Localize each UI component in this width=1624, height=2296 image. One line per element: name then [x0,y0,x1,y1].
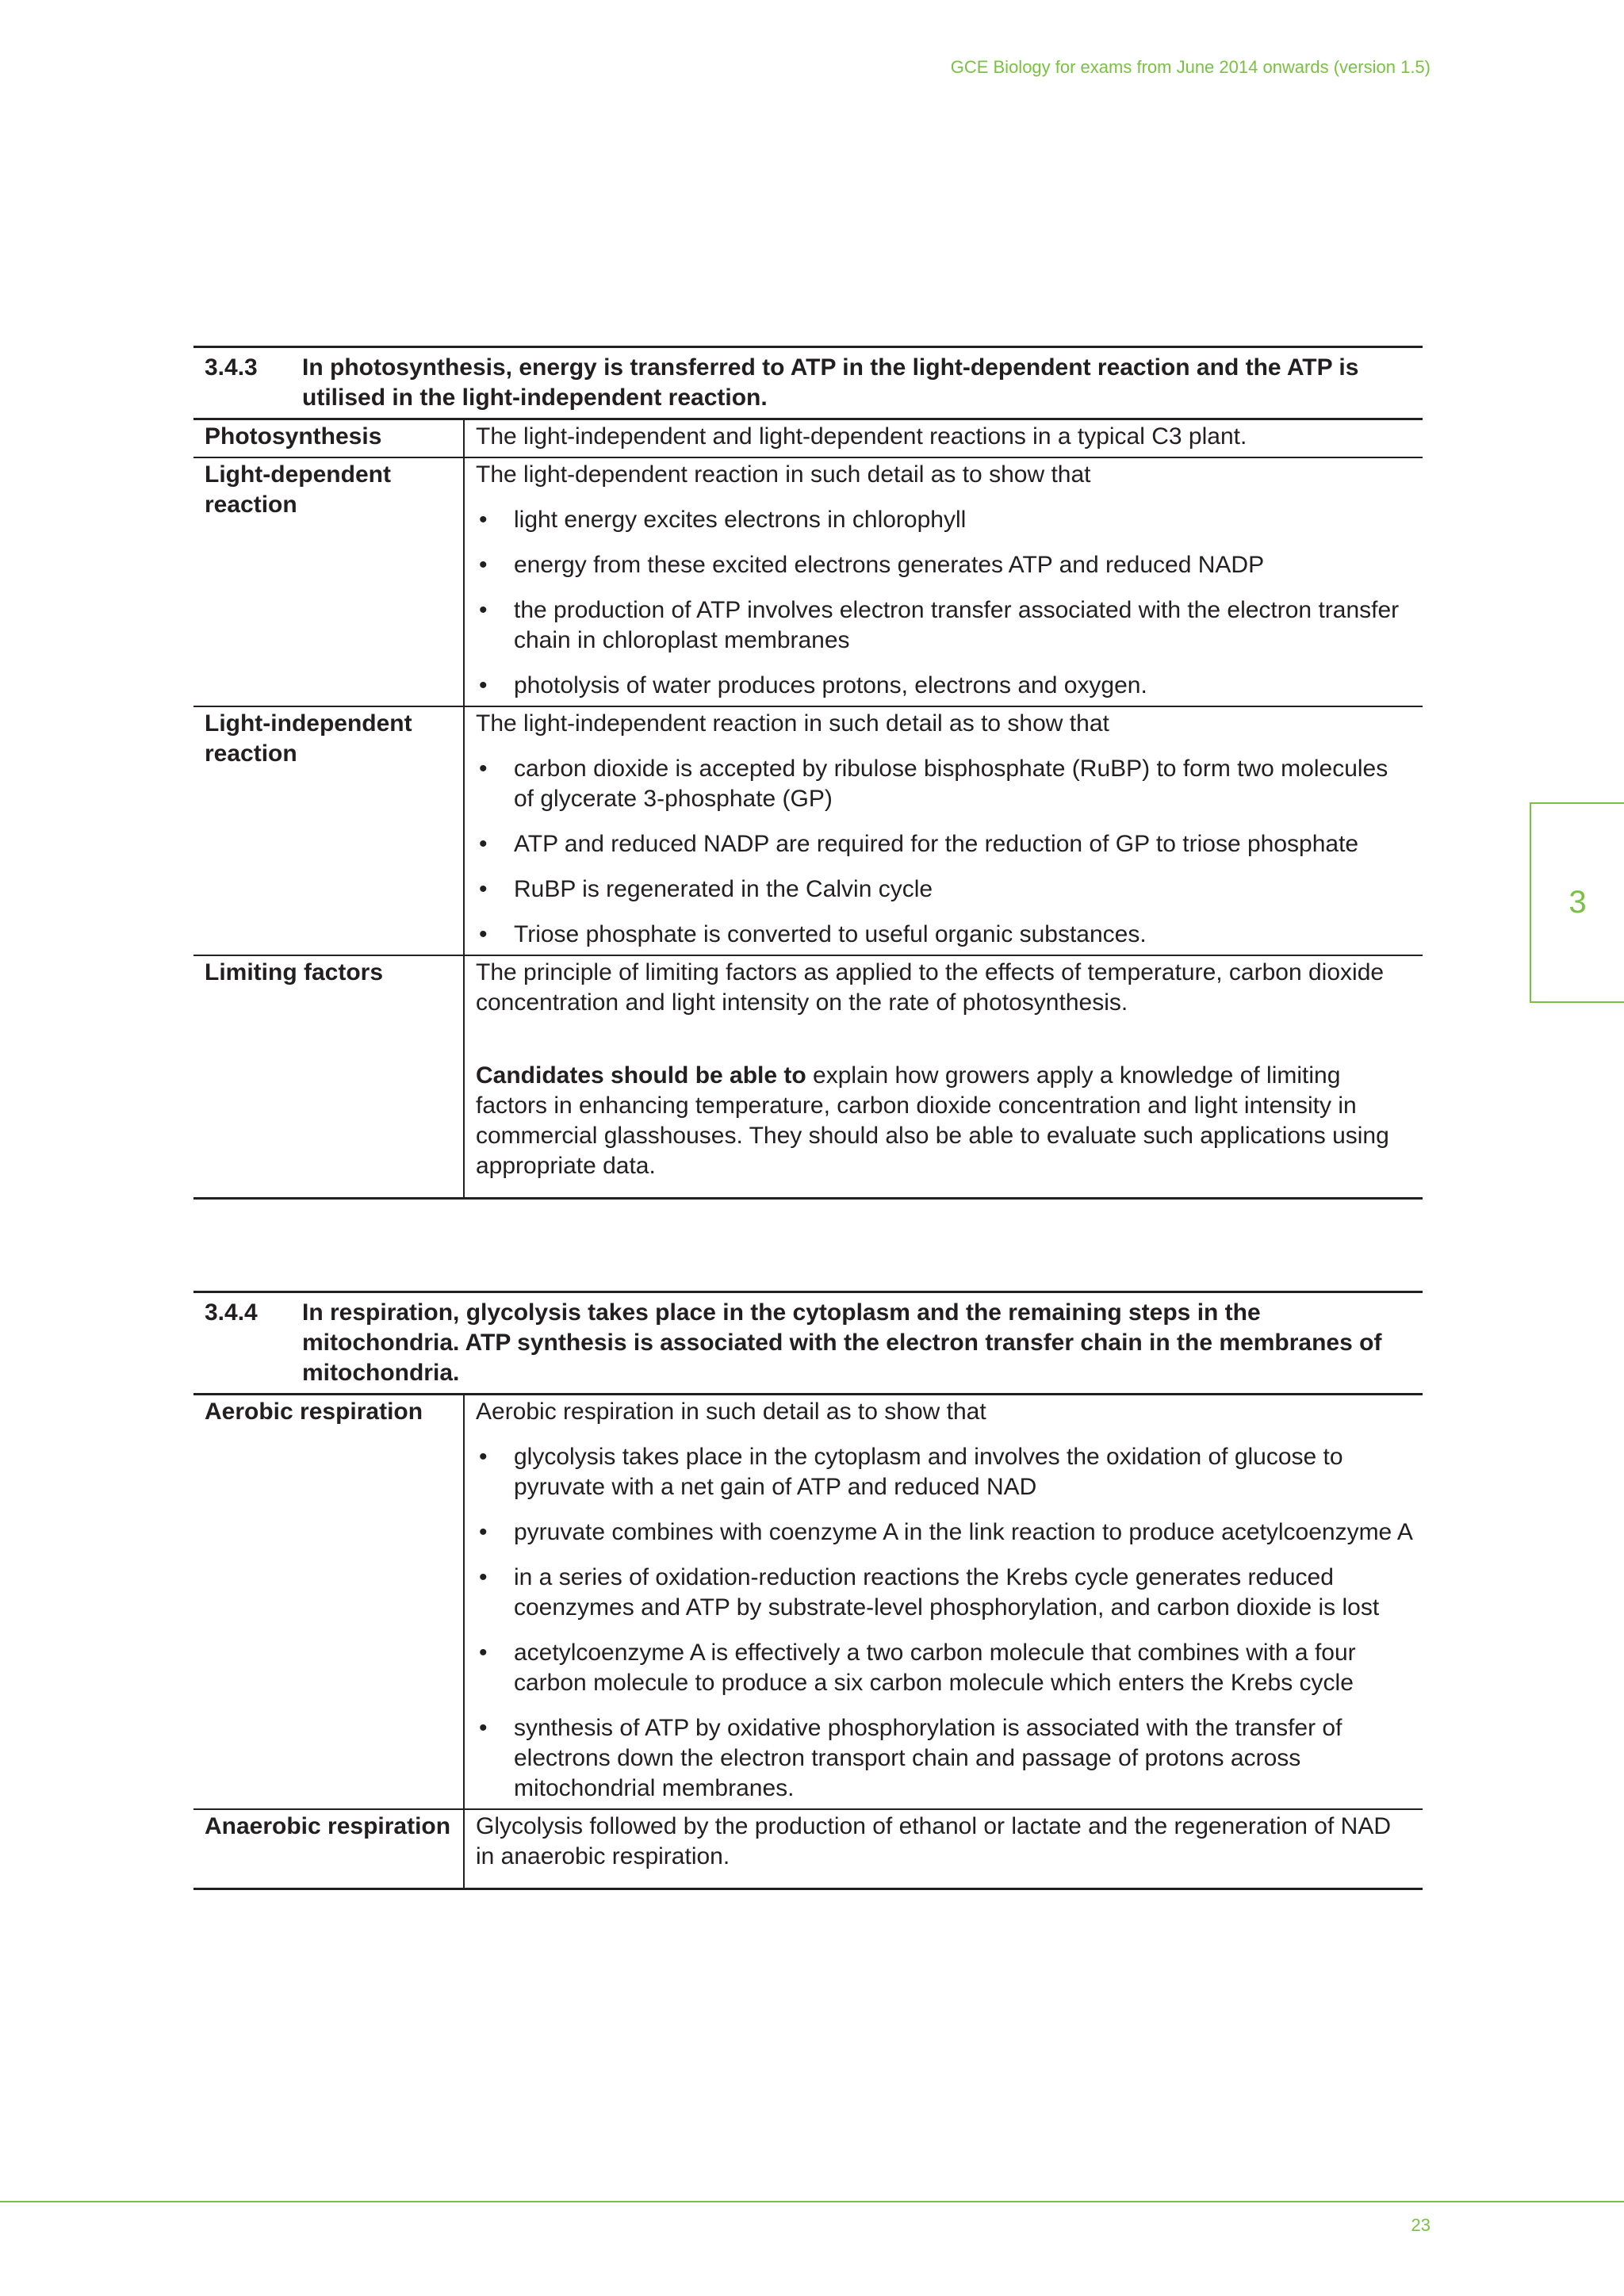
list-item: • in a series of oxidation-reduction reactions the Krebs cycle generates reduced coenzymes and ATP by substrate-level phosphorylation, and carbon dioxide is lost [476,1563,1413,1623]
section-heading [193,1292,1423,1395]
section-heading [193,347,1423,419]
list-item: • synthesis of ATP by oxidative phosphorylation is associated with the transfer of electrons down the electron transport chain and passage of protons across mitochondrial membranes. [476,1713,1413,1804]
paragraph-text: explain how growers apply a knowledge of limiting factors in enhancing temperature, carbon dioxide concentration and light intensity in commercial glasshouses. They should also be able to evaluate such applications using appropriate data. [476,1062,1389,1179]
section-number: 3.4.3 [205,354,258,381]
list-item: • glycolysis takes place in the cytoplasm and involves the oxidation of glucose to pyruvate with a net gain of ATP and reduced NAD [476,1442,1413,1502]
row-term: Anaerobic respiration [193,1809,464,1889]
section-title: In photosynthesis, energy is transferred to ATP in the light-dependent reaction and the ATP is utilised in the light-independent reaction. [302,354,1359,411]
list-item: • Triose phosphate is converted to useful organic substances. [476,920,1413,950]
spec-table-3-4-4 [193,1291,1423,1890]
row-content [464,457,1423,706]
row-term: Limiting factors [193,955,464,1199]
footer-divider [0,2201,1624,2202]
row-paragraph [476,1061,1413,1181]
bullet-list [476,505,1413,701]
section-title: In respiration, glycolysis takes place in the cytoplasm and the remaining steps in the mitochondria. ATP synthesis is associated with the electron transfer chain in the membranes of mitochondria. [302,1299,1382,1386]
bullet-list [476,754,1413,950]
list-item: • acetylcoenzyme A is effectively a two carbon molecule that combines with a four carbon molecule to produce a six carbon molecule which enters the Krebs cycle [476,1638,1413,1698]
section-3-4-3 [193,346,1423,1200]
row-intro: The light-dependent reaction in such detail as to show that [476,461,1091,488]
emphasis-text: Candidates should be able to [476,1062,806,1089]
list-item: • energy from these excited electrons generates ATP and reduced NADP [476,550,1413,580]
table-row-light-dependent [193,457,1423,706]
list-item: • pyruvate combines with coenzyme A in the link reaction to produce acetylcoenzyme A [476,1517,1413,1548]
row-intro: The light-independent reaction in such detail as to show that [476,710,1109,737]
row-intro: Glycolysis followed by the production of ethanol or lactate and the regeneration of NAD in anaerobic respiration. [476,1813,1392,1869]
list-item: • ATP and reduced NADP are required for the reduction of GP to triose phosphate [476,829,1413,859]
table-row-photosynthesis [193,419,1423,458]
table-row-light-independent [193,706,1423,955]
page-number: 23 [1411,2215,1431,2235]
spec-table-3-4-3 [193,346,1423,1200]
running-header: GCE Biology for exams from June 2014 onwards (version 1.5) [950,57,1431,77]
bullet-list [476,1442,1413,1804]
list-item: • RuBP is regenerated in the Calvin cycle [476,874,1413,905]
row-term: Aerobic respiration [193,1395,464,1810]
list-item: • carbon dioxide is accepted by ribulose bisphosphate (RuBP) to form two molecules of glycerate 3-phosphate (GP) [476,754,1413,814]
table-row-anaerobic-respiration [193,1809,1423,1889]
list-item: • the production of ATP involves electron transfer associated with the electron transfer chain in chloroplast membranes [476,595,1413,656]
row-intro: The light-independent and light-dependent reactions in a typical C3 plant. [476,423,1247,450]
row-paragraph: The principle of limiting factors as applied to the effects of temperature, carbon dioxide concentration and light intensity on the rate of photosynthesis. [476,959,1385,1016]
row-content [464,1395,1423,1810]
row-content [464,706,1423,955]
section-side-tab: 3 [1530,802,1624,1003]
row-term: Light-independent reaction [193,706,464,955]
table-row-aerobic-respiration [193,1395,1423,1810]
list-item: • light energy excites electrons in chlorophyll [476,505,1413,535]
row-content [464,955,1423,1199]
table-row-limiting-factors [193,955,1423,1199]
row-intro: Aerobic respiration in such detail as to show that [476,1399,986,1425]
section-number: 3.4.4 [205,1299,258,1326]
row-term: Light-dependent reaction [193,457,464,706]
row-content [464,1809,1423,1889]
section-3-4-4 [193,1291,1423,1890]
row-term: Photosynthesis [193,419,464,458]
row-content [464,419,1423,458]
list-item: • photolysis of water produces protons, electrons and oxygen. [476,671,1413,701]
